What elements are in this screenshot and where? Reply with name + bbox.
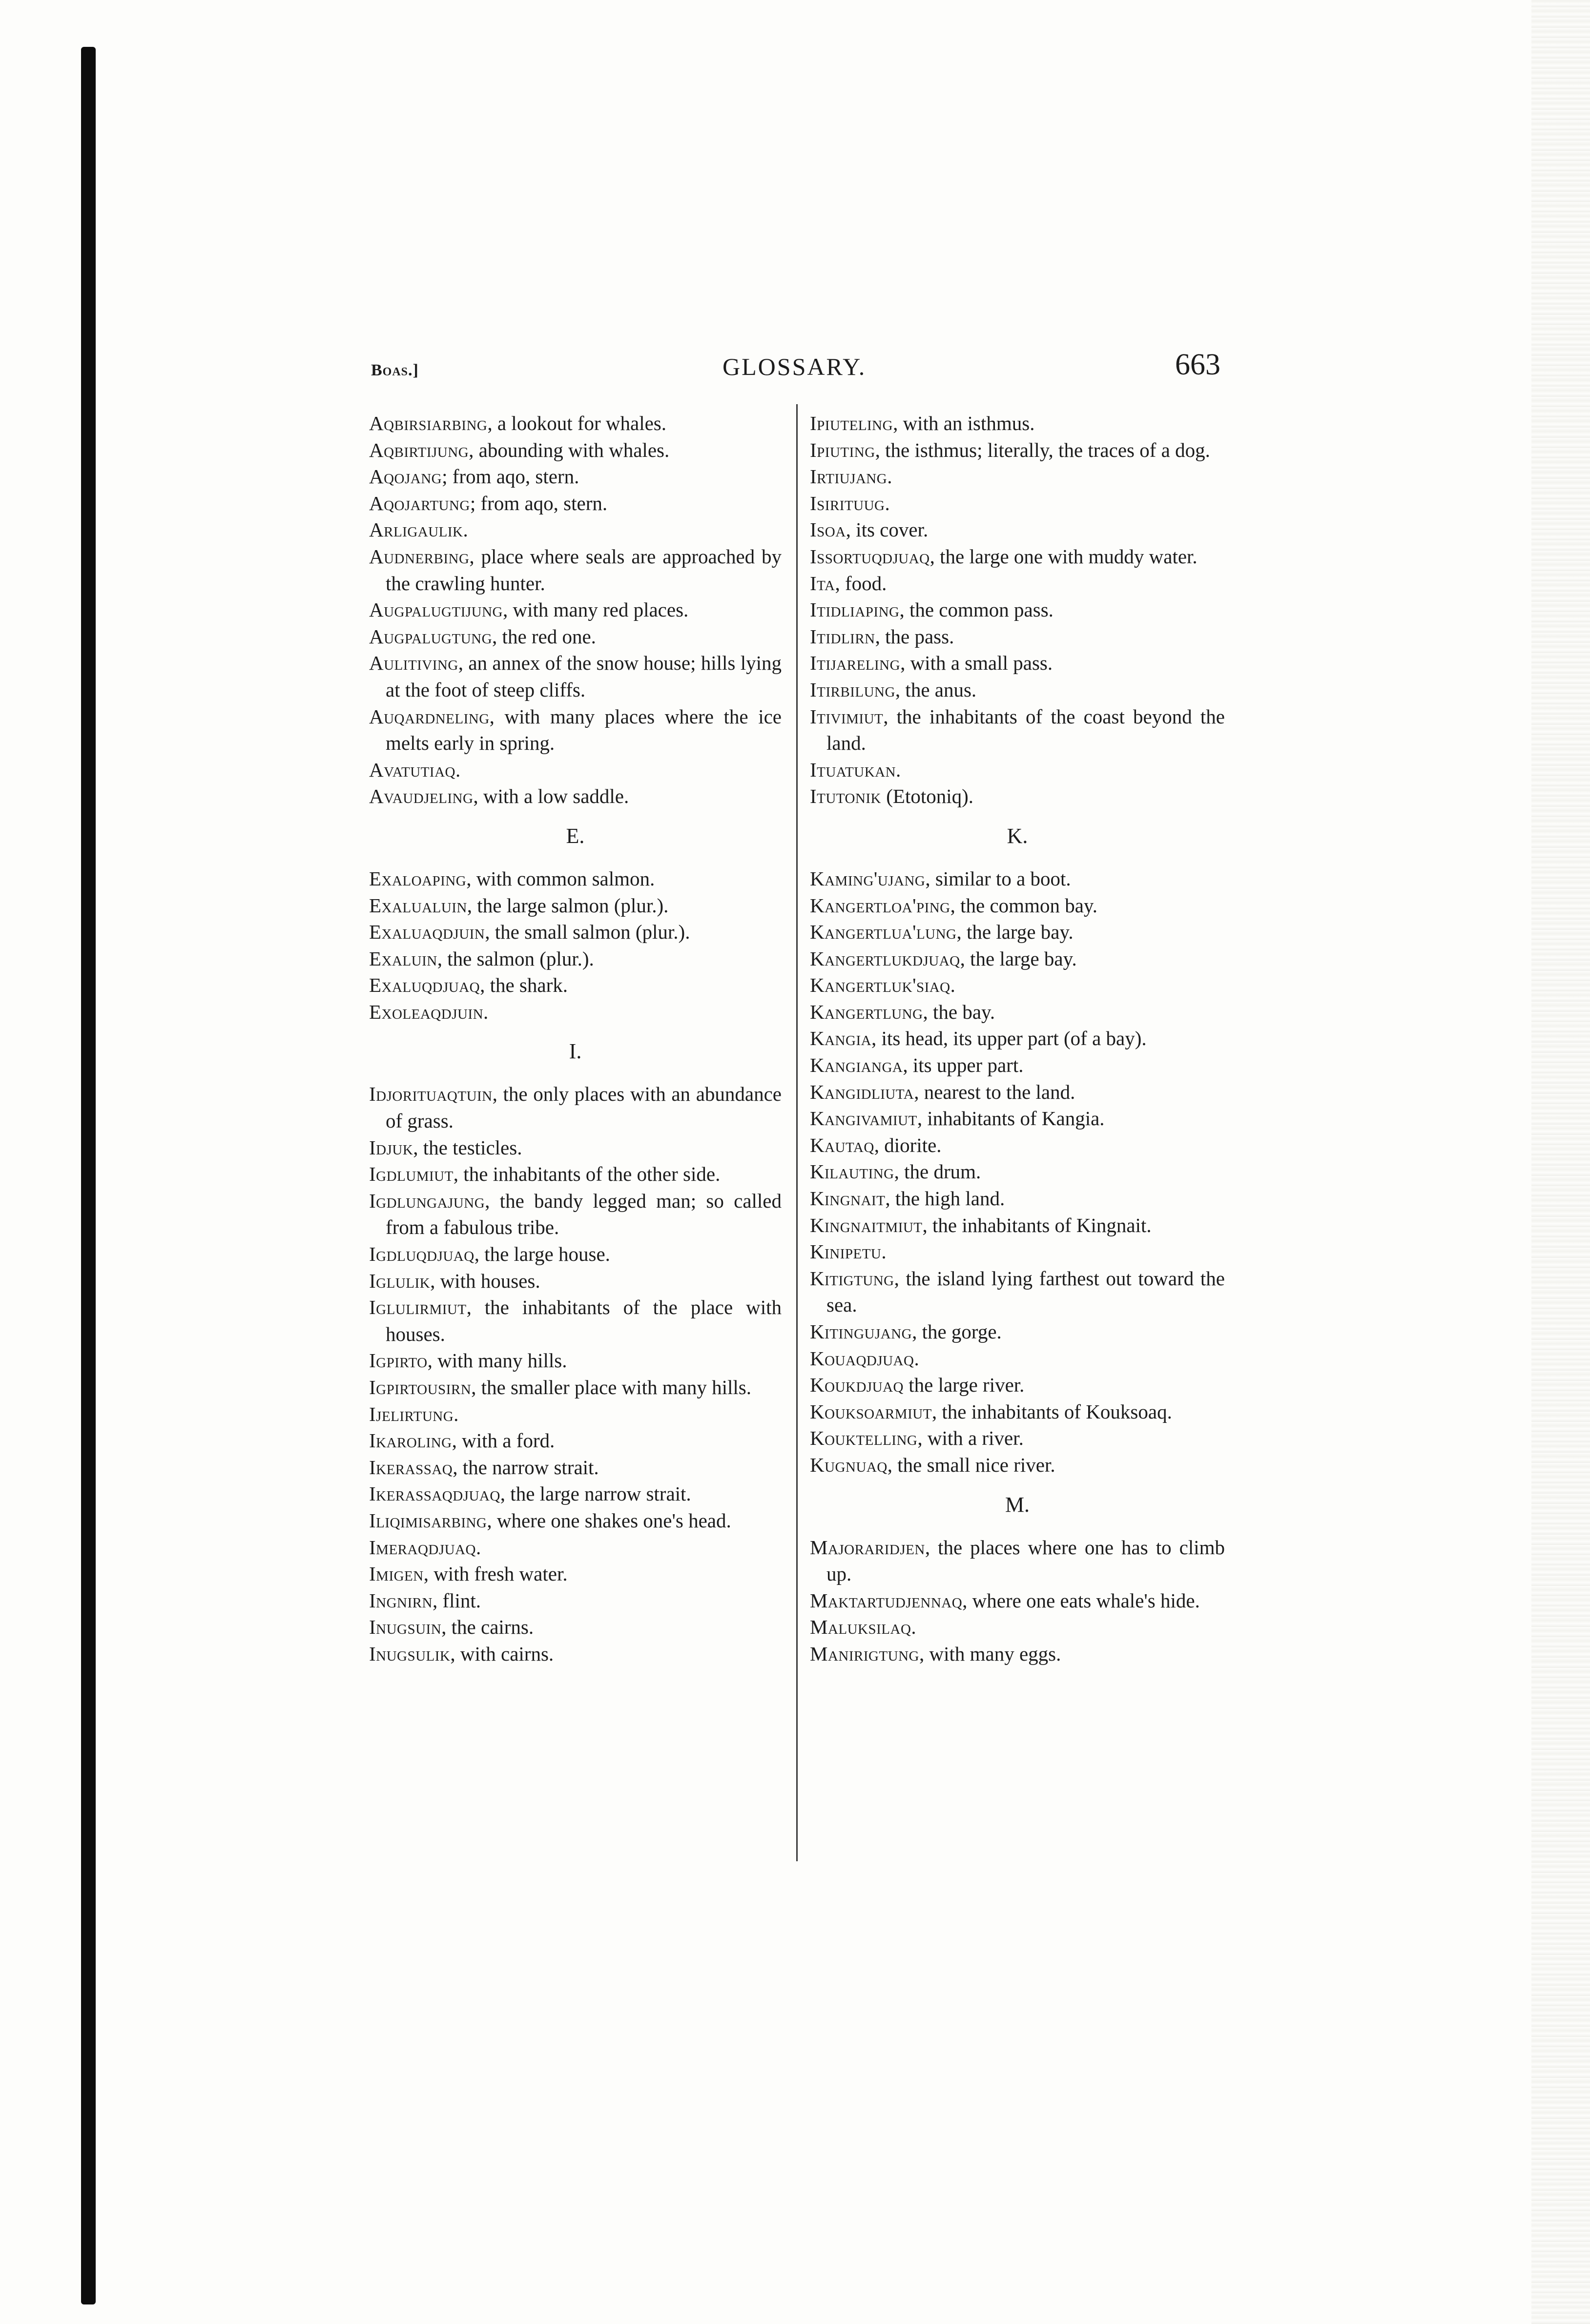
entry-definition: , with a river. (917, 1427, 1024, 1450)
entry-term: Ikaroling (369, 1429, 452, 1452)
entry-definition: , the salmon (plur.). (437, 947, 594, 970)
entry-definition: , the small nice river. (887, 1453, 1055, 1476)
entry-definition: , food. (835, 572, 887, 595)
entry-definition: the large river. (904, 1374, 1025, 1397)
entry-definition: , where one shakes one's head. (487, 1509, 731, 1532)
glossary-entry (810, 1158, 1225, 1185)
entry-definition: , the places where one has to climb up. (826, 1536, 1225, 1585)
entry-term: Arligaulik (369, 518, 463, 541)
entry-term: Ituatukan (810, 758, 896, 781)
glossary-entry (369, 1427, 782, 1454)
glossary-entry (810, 703, 1225, 757)
page-edge-noise (1531, 0, 1590, 2324)
entry-definition: , the cairns. (441, 1616, 534, 1639)
entry-term: Kaming'ujang (810, 867, 926, 890)
glossary-entry (369, 783, 782, 810)
entry-term: Ingnirn (369, 1589, 433, 1612)
entry-term: Isoa (810, 518, 846, 541)
glossary-entry (369, 1134, 782, 1161)
entry-definition: , the high land. (885, 1187, 1005, 1210)
book-binding-shadow (81, 47, 96, 2304)
entry-term: Kouksoarmiut (810, 1400, 932, 1423)
glossary-entry (810, 1587, 1225, 1614)
glossary-entry (810, 1052, 1225, 1079)
entry-term: Itidliaping (810, 598, 900, 621)
glossary-left-column (369, 410, 782, 1667)
glossary-entry (369, 1268, 782, 1295)
glossary-entry (810, 490, 1225, 517)
entry-term: Igpirto (369, 1349, 428, 1372)
entry-definition: , the narrow strait. (453, 1456, 599, 1479)
entry-term: Koukdjuaq (810, 1374, 904, 1397)
entry-definition: , with a small pass. (900, 652, 1053, 675)
entry-definition: , with a ford. (452, 1429, 555, 1452)
entry-definition: , the inhabitants of the place with houses. (386, 1296, 782, 1345)
glossary-entry (369, 437, 782, 464)
entry-term: Eχoleaqdjuin (369, 1000, 484, 1023)
entry-definition: , the red one. (492, 625, 596, 648)
glossary-entry (810, 946, 1225, 972)
entry-term: Iglulik (369, 1269, 431, 1292)
glossary-entry (810, 516, 1225, 543)
section-heading: E. (566, 823, 585, 848)
entry-definition: , the large one with muddy water. (929, 545, 1198, 568)
entry-term: Kugnuaq (810, 1453, 888, 1476)
running-head-author: Boas.] (371, 361, 419, 379)
entry-term: Igdluqdjuaq (369, 1243, 475, 1266)
entry-definition: , with an isthmus. (893, 412, 1035, 434)
glossary-entry (369, 1587, 782, 1614)
glossary-entry (810, 892, 1225, 919)
glossary-entry (369, 892, 782, 919)
entry-term: Manirigtung (810, 1642, 919, 1665)
entry-term: Maktartudjennaq (810, 1589, 963, 1612)
entry-definition: , the small salmon (plur.). (485, 921, 690, 944)
glossary-entry (810, 972, 1225, 999)
glossary-entry (369, 650, 782, 703)
section-heading: M. (1005, 1492, 1030, 1517)
entry-term: Kangia (810, 1027, 872, 1050)
glossary-entry (810, 1534, 1225, 1587)
entry-definition: , place where seals are approached by the crawling hunter. (386, 545, 782, 595)
entry-term: Aqojang (369, 465, 442, 488)
entry-definition: . (896, 758, 901, 781)
page-number: 663 (1175, 348, 1220, 381)
glossary-entry (369, 1641, 782, 1667)
entry-definition: , with many red places. (503, 598, 689, 621)
entry-definition: , the bandy legged man; so called from a fabulous tribe. (386, 1189, 782, 1239)
entry-term: Kouaqdjuaq (810, 1347, 914, 1370)
entry-definition: , with a low saddle. (473, 785, 629, 808)
entry-definition: , the large house. (474, 1243, 610, 1266)
entry-term: Kangidliuta (810, 1080, 914, 1103)
entry-term: Ipiuting (810, 438, 875, 461)
entry-definition: , the drum. (894, 1160, 981, 1183)
entry-definition: . (887, 465, 892, 488)
glossary-entry (369, 972, 782, 999)
entry-term: Inugsulik (369, 1642, 451, 1665)
entry-term: Inugsuin (369, 1616, 442, 1639)
entry-definition: , the anus. (895, 678, 977, 701)
entry-term: Kingnait (810, 1187, 886, 1210)
glossary-entry (810, 1641, 1225, 1667)
entry-term: Audnerbing (369, 545, 470, 568)
entry-definition: , the only places with an abundance of grass. (386, 1083, 782, 1132)
entry-definition: , the shark. (480, 974, 568, 997)
entry-definition: , abounding with whales. (469, 438, 670, 461)
glossary-entry (369, 1294, 782, 1347)
entry-term: Iglulirmiut (369, 1296, 467, 1319)
entry-definition: . (881, 1240, 887, 1263)
glossary-entry (369, 490, 782, 517)
entry-definition: . (463, 518, 468, 541)
entry-term: Imeraqdjuaq (369, 1536, 476, 1559)
entry-term: Auqardneling (369, 705, 490, 728)
glossary-entry (369, 703, 782, 757)
glossary-entry (810, 865, 1225, 892)
glossary-entry (369, 757, 782, 783)
glossary-entry (810, 677, 1225, 703)
entry-term: Aqbirtijung (369, 438, 469, 461)
entry-term: Kitingujang (810, 1320, 912, 1343)
entry-term: Eχaloaping (369, 867, 467, 890)
glossary-entry (369, 1507, 782, 1534)
entry-definition: . (454, 1402, 459, 1425)
entry-definition: . (911, 1616, 916, 1639)
entry-term: Ipiuteling (810, 412, 893, 434)
glossary-entry (810, 1265, 1225, 1318)
glossary-entry (810, 463, 1225, 490)
glossary-entry (369, 1534, 782, 1561)
entry-definition: , its head, its upper part (of a bay). (871, 1027, 1147, 1050)
entry-term: Maluksilaq (810, 1616, 911, 1639)
entry-term: Aqbirsiarbing (369, 412, 488, 434)
entry-term: Eχaluqdjuaq (369, 974, 480, 997)
entry-term: Itutonik (810, 785, 881, 808)
entry-term: Majoraridjen (810, 1536, 925, 1559)
entry-term: Kangertlukdjuaq (810, 947, 960, 970)
glossary-entry (369, 1188, 782, 1241)
running-head-title: GLOSSARY. (723, 353, 867, 380)
entry-term: Itirbilung (810, 678, 895, 701)
glossary-entry (369, 623, 782, 650)
entry-definition: . (483, 1000, 489, 1023)
entry-definition: ; from aqo, stern. (470, 492, 608, 514)
entry-definition: , with many hills. (427, 1349, 567, 1372)
glossary-entry (369, 1081, 782, 1134)
entry-term: Ita (810, 572, 835, 595)
glossary-entry (810, 650, 1225, 677)
glossary-entry (810, 999, 1225, 1026)
glossary-entry (810, 1025, 1225, 1052)
entry-definition: , where one eats whale's hide. (962, 1589, 1200, 1612)
glossary-entry (810, 1105, 1225, 1132)
page-header (371, 348, 1220, 387)
entry-definition: , with common salmon. (466, 867, 655, 890)
entry-definition: , the island lying farthest out toward the sea. (826, 1267, 1225, 1316)
entry-term: Avaudjeling (369, 785, 474, 808)
entry-term: Idjorituaqtuin (369, 1083, 493, 1106)
glossary-entry (369, 919, 782, 946)
entry-definition: , the gorge. (912, 1320, 1002, 1343)
entry-term: Iliqimisarbing (369, 1509, 487, 1532)
glossary-entry (810, 757, 1225, 783)
glossary-entry (369, 1401, 782, 1428)
entry-term: Itijareling (810, 652, 901, 675)
entry-definition: , the common pass. (899, 598, 1053, 621)
entry-definition: , the isthmus; literally, the traces of a dog. (875, 438, 1210, 461)
entry-definition: , with fresh water. (423, 1563, 568, 1585)
glossary-entry (369, 1454, 782, 1481)
entry-definition: , with cairns. (450, 1642, 554, 1665)
glossary-entry (810, 437, 1225, 464)
glossary-entry (369, 543, 782, 596)
entry-term: Irtiujang (810, 465, 888, 488)
glossary-entry (810, 410, 1225, 437)
entry-definition: ; from aqo, stern. (442, 465, 579, 488)
entry-definition: , the large bay. (960, 947, 1077, 970)
entry-term: Kautaq (810, 1133, 874, 1156)
entry-term: Ijelirtung (369, 1402, 454, 1425)
glossary-entry (810, 1345, 1225, 1372)
entry-term: Avatutiaq (369, 758, 455, 781)
entry-term: Kangertluk'siaq (810, 974, 950, 997)
entry-term: Igdlumiut (369, 1163, 454, 1186)
entry-definition: , with houses. (430, 1269, 540, 1292)
glossary-entry (369, 596, 782, 623)
glossary-entry (369, 463, 782, 490)
glossary-entry (810, 1372, 1225, 1399)
glossary-entry (369, 1561, 782, 1587)
entry-term: Kouktelling (810, 1427, 918, 1450)
glossary-entry (369, 999, 782, 1026)
entry-term: Kingnaitmiut (810, 1213, 923, 1236)
glossary-entry (369, 946, 782, 972)
glossary-entry (810, 919, 1225, 946)
glossary-entry (369, 1241, 782, 1268)
entry-term: Itidlirn (810, 625, 875, 648)
glossary-entry (369, 516, 782, 543)
entry-term: Kangivamiut (810, 1107, 917, 1130)
glossary-entry (810, 1425, 1225, 1452)
entry-term: Augpalugtijung (369, 598, 503, 621)
glossary-right-column (810, 410, 1225, 1667)
glossary-entry (369, 1481, 782, 1507)
entry-definition: , its upper part. (903, 1054, 1024, 1077)
entry-definition: . (885, 492, 890, 514)
entry-definition: , the inhabitants of Kouksoaq. (931, 1400, 1172, 1423)
glossary-entry (369, 1614, 782, 1641)
entry-term: Kangianga (810, 1054, 903, 1077)
entry-term: Isirituug (810, 492, 885, 514)
glossary-entry (810, 783, 1225, 810)
entry-definition: . (455, 758, 461, 781)
entry-term: Eχaluin (369, 947, 437, 970)
entry-term: Kangertloa'ping (810, 894, 950, 917)
entry-definition: , flint. (432, 1589, 481, 1612)
entry-definition: , with many places where the ice melts early in spring. (386, 705, 782, 755)
entry-definition: , the inhabitants of the other side. (453, 1163, 721, 1186)
entry-definition: , the bay. (923, 1000, 995, 1023)
glossary-entry (810, 1079, 1225, 1106)
entry-term: Itivimiut (810, 705, 884, 728)
entry-definition: , inhabitants of Kangia. (917, 1107, 1105, 1130)
glossary-entry (810, 623, 1225, 650)
glossary-entry (810, 1614, 1225, 1641)
entry-definition: , the inhabitants of the coast beyond the land. (826, 705, 1225, 755)
entry-term: Kilauting (810, 1160, 894, 1183)
entry-definition: . (950, 974, 955, 997)
glossary-entry (369, 410, 782, 437)
entry-term: Ikerassaq (369, 1456, 453, 1479)
entry-definition: , the pass. (875, 625, 954, 648)
entry-term: Issortuqdjuaq (810, 545, 930, 568)
entry-definition: , the large salmon (plur.). (467, 894, 669, 917)
glossary-entry (369, 1374, 782, 1401)
entry-term: Kangertlua'lung (810, 921, 957, 944)
entry-definition: , similar to a boot. (925, 867, 1071, 890)
entry-term: Kinipetu (810, 1240, 882, 1263)
glossary-entry (369, 1161, 782, 1188)
entry-term: Aulitiving (369, 652, 458, 675)
glossary-entry (810, 1132, 1225, 1159)
entry-term: Eχalualuin (369, 894, 467, 917)
glossary-entry (810, 1452, 1225, 1479)
entry-definition: , the inhabitants of Kingnait. (922, 1213, 1152, 1236)
entry-definition: (Etotoniq). (881, 785, 974, 808)
glossary-entry (810, 1238, 1225, 1265)
entry-definition: , the testicles. (413, 1136, 522, 1159)
entry-definition: , diorite. (874, 1133, 942, 1156)
entry-definition: , with many eggs. (919, 1642, 1061, 1665)
entry-definition: , its cover. (846, 518, 929, 541)
entry-term: Igpirtousirn (369, 1376, 472, 1399)
glossary-entry (810, 1318, 1225, 1345)
glossary-entry (810, 1185, 1225, 1212)
entry-definition: , the smaller place with many hills. (471, 1376, 752, 1399)
entry-term: Augpalugtung (369, 625, 493, 648)
glossary-entry (369, 865, 782, 892)
glossary-entry (810, 543, 1225, 570)
entry-term: Idjuk (369, 1136, 413, 1159)
entry-definition: , nearest to the land. (914, 1080, 1075, 1103)
glossary-entry (810, 596, 1225, 623)
section-heading: I. (569, 1039, 582, 1064)
entry-definition: . (475, 1536, 481, 1559)
entry-definition: , the large bay. (956, 921, 1074, 944)
entry-term: Igdlungajung (369, 1189, 485, 1212)
entry-term: Kangertlung (810, 1000, 923, 1023)
entry-definition: . (914, 1347, 919, 1370)
column-divider (796, 404, 798, 1861)
glossary-entry (810, 570, 1225, 597)
entry-term: Eχaluaqdjuin (369, 921, 485, 944)
entry-term: Imigen (369, 1563, 424, 1585)
entry-definition: , the common bay. (950, 894, 1097, 917)
entry-definition: , an annex of the snow house; hills lying at the foot of steep cliffs. (386, 652, 782, 701)
glossary-entry (810, 1399, 1225, 1425)
entry-definition: , the large narrow strait. (500, 1482, 691, 1505)
section-heading: K. (1007, 823, 1028, 848)
entry-term: Aqojartung (369, 492, 470, 514)
entry-definition: , a lookout for whales. (487, 412, 666, 434)
entry-term: Kitigtung (810, 1267, 894, 1290)
glossary-entry (810, 1212, 1225, 1239)
glossary-entry (369, 1347, 782, 1374)
entry-term: Ikerassaqdjuaq (369, 1482, 500, 1505)
